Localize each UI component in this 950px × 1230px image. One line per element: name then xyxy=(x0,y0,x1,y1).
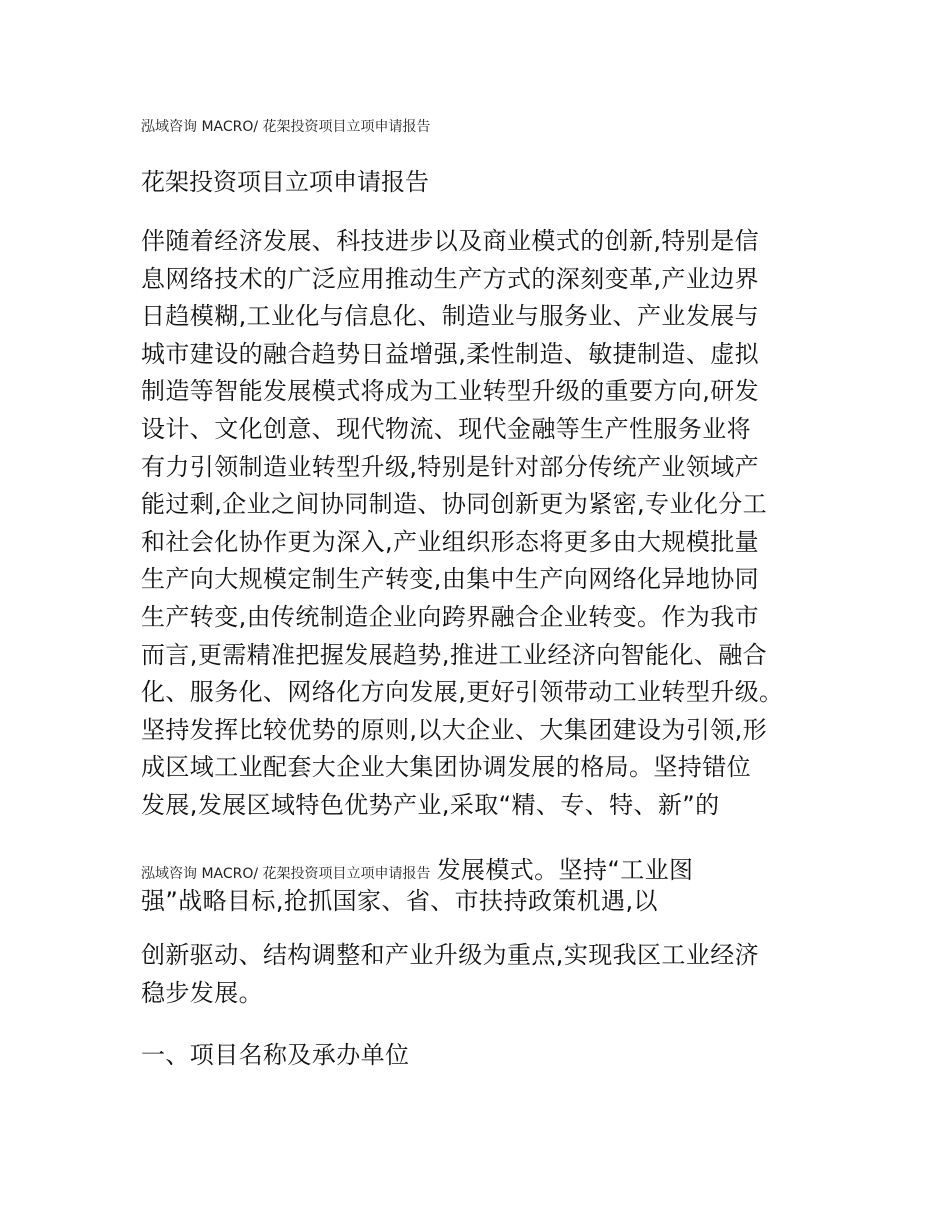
footer-continuation-text: 发展模式。坚持“工业图 xyxy=(436,856,694,884)
text-line: 化、服务化、网络化方向发展,更好引领带动工业转型升级。 xyxy=(141,678,784,707)
running-footer: 泓域咨询 MACRO/ 花架投资项目立项申请报告 xyxy=(141,866,431,882)
text-line: 制造等智能发展模式将成为工业转型升级的重要方向,研发 xyxy=(141,377,760,406)
text-line: 发展,发展区域特色优势产业,采取“精、专、特、新”的 xyxy=(141,790,720,819)
section-heading: 一、项目名称及承办单位 xyxy=(141,1041,410,1069)
text-line: 伴随着经济发展、科技进步以及商业模式的创新,特别是信 xyxy=(141,227,760,255)
text-line: 日趋模糊,工业化与信息化、制造业与服务业、产业发展与 xyxy=(141,302,760,331)
text-line: 稳步发展。 xyxy=(141,978,263,1007)
paragraph-continued xyxy=(141,937,813,1012)
text-line: 有力引领制造业转型升级,特别是针对部分传统产业领域产 xyxy=(141,452,760,481)
text-line: 息网络技术的广泛应用推动生产方式的深刻变革,产业边界 xyxy=(141,264,760,293)
document-title: 花架投资项目立项申请报告 xyxy=(141,168,429,196)
text-line: 城市建设的融合趋势日益增强,柔性制造、敏捷制造、虚拟 xyxy=(141,339,760,368)
text-line: 和社会化协作更为深入,产业组织形态将更多由大规模批量 xyxy=(141,527,760,556)
page-footer-row xyxy=(141,853,693,887)
text-line: 坚持发挥比较优势的原则,以大企业、大集团建设为引领,形 xyxy=(141,715,768,744)
text-line: 生产向大规模定制生产转变,由集中生产向网络化异地协同 xyxy=(141,565,760,594)
text-line: 创新驱动、结构调整和产业升级为重点,实现我区工业经济 xyxy=(141,941,760,969)
running-header: 泓域咨询 MACRO/ 花架投资项目立项申请报告 xyxy=(141,119,431,135)
text-line: 生产转变,由传统制造企业向跨界融合企业转变。作为我市 xyxy=(141,602,760,631)
text-line: 设计、文化创意、现代物流、现代金融等生产性服务业将 xyxy=(141,414,751,443)
text-line: 能过剩,企业之间协同制造、协同创新更为紧密,专业化分工 xyxy=(141,490,768,519)
text-line: 成区域工业配套大企业大集团协调发展的格局。坚持错位 xyxy=(141,753,751,782)
footer-continuation-line: 强”战略目标,抢抓国家、省、市扶持政策机遇,以 xyxy=(141,887,658,915)
text-line: 而言,更需精准把握发展趋势,推进工业经济向智能化、融合 xyxy=(141,640,768,669)
paragraph-intro xyxy=(141,223,813,825)
